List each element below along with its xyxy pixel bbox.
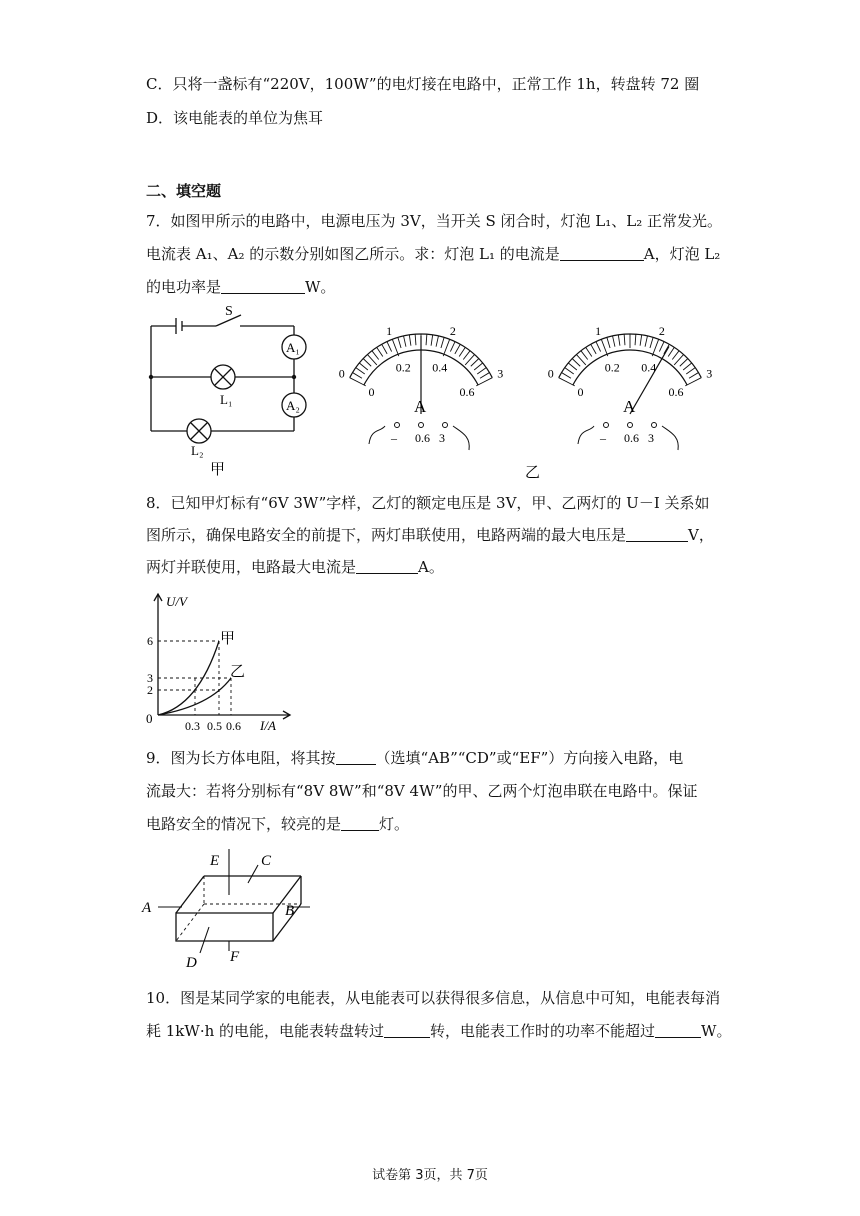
q7-blank-1[interactable] <box>560 244 644 261</box>
q9-cuboid-figure <box>140 843 315 968</box>
q6-option-d: D．该电能表的单位为焦耳 <box>146 109 324 127</box>
switch-label: S <box>225 304 233 319</box>
label-d: D <box>186 955 197 968</box>
q8-line-2: 图所示，确保电路安全的前提下，两灯串联使用，电路两端的最大电压是 V， <box>146 526 714 544</box>
dial-major-tick-1-1: 1 <box>386 323 393 338</box>
q8-blank-2[interactable] <box>356 557 418 574</box>
q8-line-1: 8．已知甲灯标有“6V 3W”字样，乙灯的额定电压是 3V，甲、乙两灯的 U－I 关系如 <box>146 494 710 512</box>
dial-major-tick-2-3: 3 <box>706 366 713 381</box>
q8-blank-1[interactable] <box>626 525 688 542</box>
dial-major-tick-1-2: 2 <box>449 323 456 338</box>
dial-minor-tick-1-0: 0 <box>368 384 375 399</box>
q10-blank-2[interactable] <box>655 1021 701 1038</box>
lamp-l2-label: L₂ <box>191 443 204 458</box>
q7-line-3: 的电功率是 W。 <box>146 278 336 296</box>
ammeter-a2-label: A₂ <box>286 398 300 413</box>
y-tick-2: 2 <box>147 683 153 697</box>
dial-minor-tick-2-2: 0.4 <box>641 360 657 375</box>
y-axis-label: U/V <box>166 594 187 609</box>
q7-line-1: 7．如图甲所示的电路中，电源电压为 3V，当开关 S 闭合时，灯泡 L₁、L₂ 正常发光。 <box>146 212 722 230</box>
ammeter-dial-a2 <box>548 324 713 450</box>
dial-major-tick-1-3: 3 <box>497 366 504 381</box>
dial-minor-tick-2-1: 0.2 <box>604 360 620 375</box>
q9-blank-2[interactable] <box>341 814 379 831</box>
figure-jia-label: 甲 <box>210 462 226 478</box>
dial-minor-tick-2-3: 0.6 <box>668 384 684 399</box>
dial-unit-2: A <box>623 397 636 416</box>
lamp-l1-label: L₁ <box>220 392 233 407</box>
q8-ui-graph <box>140 588 300 738</box>
origin-label: 0 <box>146 711 153 726</box>
dial-needle-2 <box>630 346 669 414</box>
x-tick-0.5: 0.5 <box>207 719 222 733</box>
curve-jia-label: 甲 <box>220 631 236 647</box>
curve-yi-label: 乙 <box>230 664 246 680</box>
q7-line-2: 电流表 A₁、A₂ 的示数分别如图乙所示。求：灯泡 L₁ 的电流是 A，灯泡 L₂ <box>146 245 721 263</box>
dial-terminal-1-1: 0.6 <box>415 431 430 445</box>
y-tick-6: 6 <box>147 634 153 648</box>
dial-minor-tick-2-0: 0 <box>577 384 584 399</box>
dial-minor-tick-1-3: 0.6 <box>459 384 475 399</box>
ammeter-dial-a1 <box>339 324 504 450</box>
label-f: F <box>230 949 240 965</box>
dial-terminal-1-2: 3 <box>439 431 445 445</box>
q9-line-1: 9．图为长方体电阻，将其按 （选填“AB”“CD”或“EF”）方向接入电路，电 <box>146 749 684 767</box>
section-title: 二、填空题 <box>146 182 222 200</box>
x-tick-0.3: 0.3 <box>185 719 200 733</box>
dial-major-tick-2-0: 0 <box>547 366 554 381</box>
dial-terminal-2-2: 3 <box>648 431 654 445</box>
q6-option-c: C．只将一盏标有“220V，100W”的电灯接在电路中，正常工作 1h，转盘转 72 圈 <box>146 75 700 93</box>
q7-circuit-figure <box>140 300 320 485</box>
q7-ammeter-figures <box>325 322 720 482</box>
q7-blank-2[interactable] <box>221 277 305 294</box>
q10-line-1: 10．图是某同学家的电能表，从电能表可以获得很多信息，从信息中可知，电能表每消 <box>146 989 721 1007</box>
label-e: E <box>210 853 220 869</box>
dial-minor-tick-1-1: 0.2 <box>395 360 411 375</box>
figure-yi-label: 乙 <box>525 465 541 481</box>
dial-major-tick-2-2: 2 <box>658 323 665 338</box>
dial-minor-tick-1-2: 0.4 <box>432 360 448 375</box>
dial-major-tick-1-0: 0 <box>338 366 345 381</box>
q9-blank-1[interactable] <box>336 748 376 765</box>
label-c: C <box>261 853 272 869</box>
label-b: B <box>285 903 295 919</box>
dial-major-tick-2-1: 1 <box>595 323 602 338</box>
dial-terminal-2-0: – <box>600 431 606 445</box>
x-tick-0.6: 0.6 <box>226 719 241 733</box>
q10-blank-1[interactable] <box>384 1021 430 1038</box>
dial-terminal-1-0: – <box>391 431 397 445</box>
x-axis-label: I/A <box>260 718 276 733</box>
q9-line-3: 电路安全的情况下，较亮的是 灯。 <box>146 815 410 833</box>
q8-line-3: 两灯并联使用，电路最大电流是 A。 <box>146 558 444 576</box>
q9-line-2: 流最大：若将分别标有“8V 8W”和“8V 4W”的甲、乙两个灯泡串联在电路中。保证 <box>146 782 698 800</box>
label-a: A <box>142 900 152 916</box>
dial-unit-1: A <box>414 397 427 416</box>
y-tick-3: 3 <box>147 671 153 685</box>
curve-yi <box>158 678 231 715</box>
page-footer: 试卷第 3页，共 7页 <box>372 1168 488 1183</box>
q10-line-2: 耗 1kW·h 的电能，电能表转盘转过 转，电能表工作时的功率不能超过 W。 <box>146 1022 732 1040</box>
dial-terminal-2-1: 0.6 <box>624 431 639 445</box>
ammeter-a1-label: A₁ <box>286 340 300 355</box>
